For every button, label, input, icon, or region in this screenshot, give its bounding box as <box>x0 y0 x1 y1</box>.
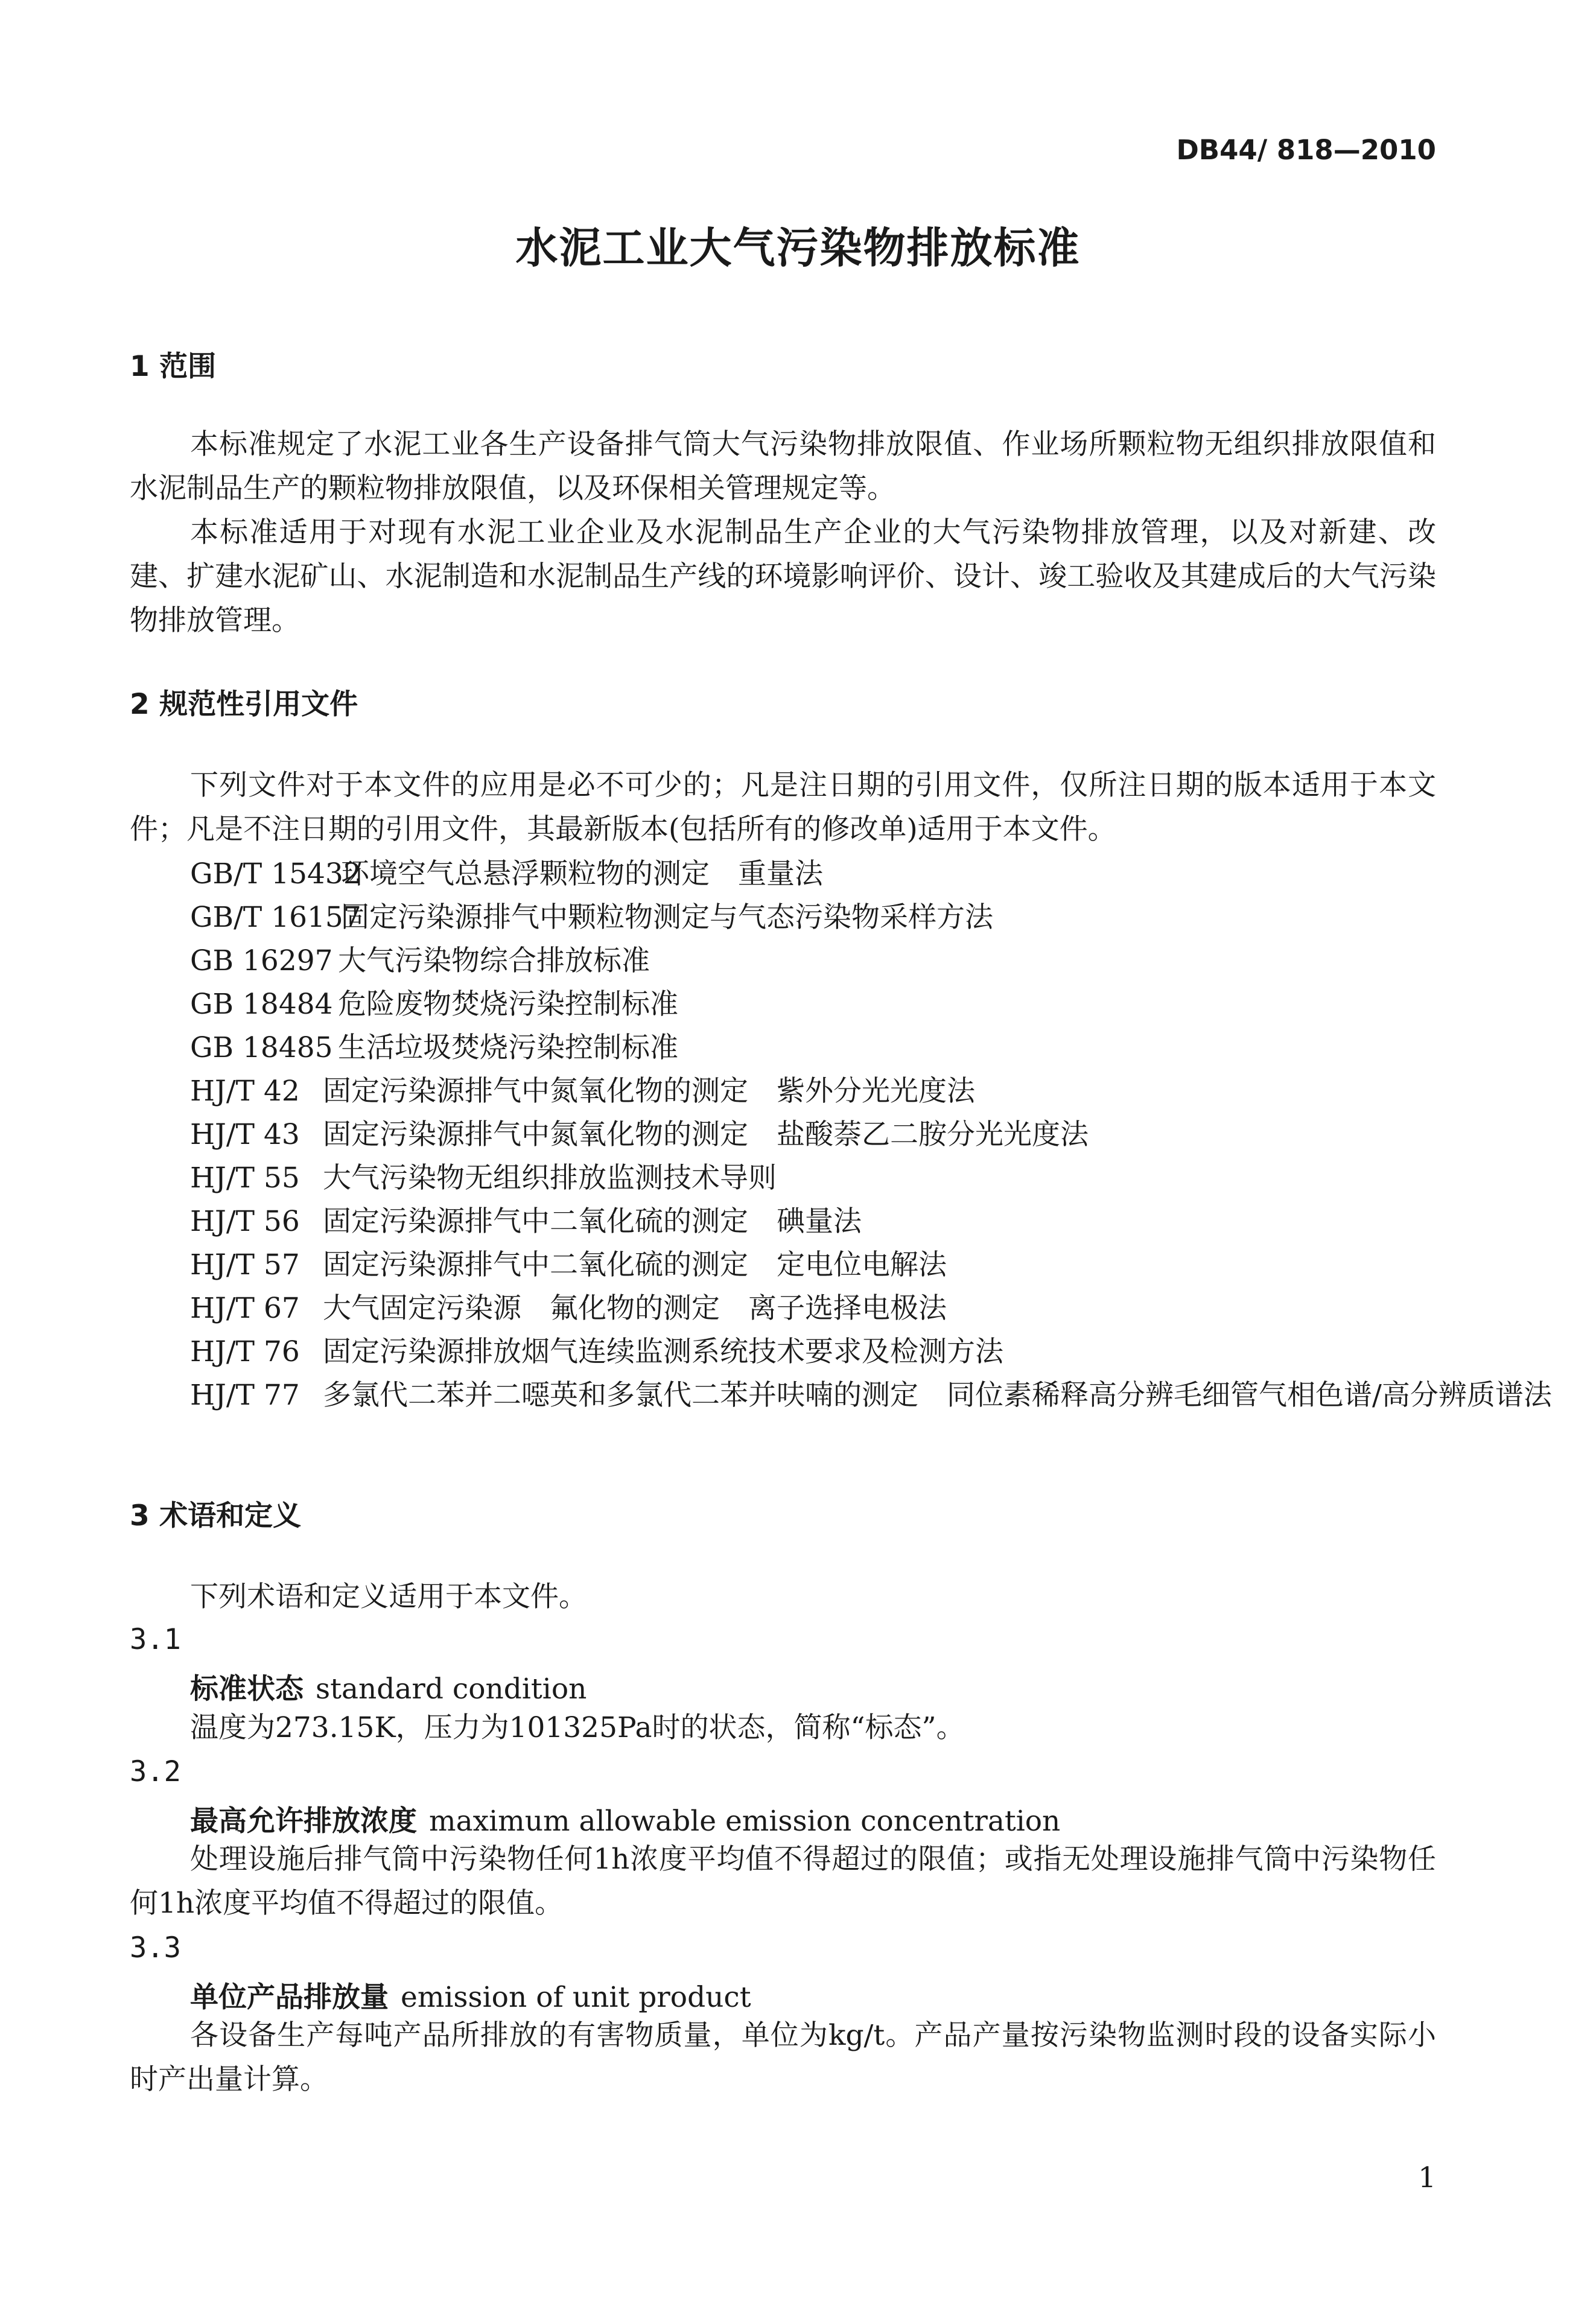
reference-code: HJ/T 67 <box>190 1292 300 1325</box>
clause-number: 3.1 <box>130 1623 181 1656</box>
term-chinese: 单位产品排放量 <box>190 1981 389 2014</box>
reference-code: HJ/T 42 <box>190 1075 300 1108</box>
reference-title: 生活垃圾焚烧污染控制标准 <box>338 1031 678 1064</box>
document-title: 水泥工业大气污染物排放标准 <box>515 223 1081 273</box>
reference-code: HJ/T 55 <box>190 1161 300 1195</box>
reference-title: 大气固定污染源 氟化物的测定 离子选择电极法 <box>323 1292 947 1325</box>
reference-title: 危险废物焚烧污染控制标准 <box>338 988 678 1021</box>
reference-title: 环境空气总悬浮颗粒物的测定 重量法 <box>341 857 823 891</box>
term-entry <box>190 1799 1060 1839</box>
term-entry <box>190 1666 587 1707</box>
reference-title: 固定污染源排放烟气连续监测系统技术要求及检测方法 <box>323 1335 1003 1368</box>
standard-code: DB44/ 818—2010 <box>1176 134 1436 166</box>
page-number: 1 <box>1418 2161 1436 2194</box>
section-heading-scope: 1 范围 <box>130 350 217 383</box>
reference-title: 固定污染源排气中氮氧化物的测定 紫外分光光度法 <box>323 1075 975 1108</box>
section-heading-references: 2 规范性引用文件 <box>130 688 358 721</box>
reference-code: HJ/T 43 <box>190 1118 300 1151</box>
term-entry <box>190 1975 751 2015</box>
reference-code: GB 18485 <box>190 1031 333 1064</box>
reference-code: GB/T 16157 <box>190 901 361 934</box>
reference-code: HJ/T 77 <box>190 1379 300 1412</box>
clause-number: 3.3 <box>130 1931 181 1965</box>
scope-paragraph: 本标准规定了水泥工业各生产设备排气筒大气污染物排放限值、作业场所颗粒物无组织排放限值和水泥制品生产的颗粒物排放限值，以及环保相关管理规定等。 <box>130 428 1436 505</box>
reference-title: 固定污染源排气中氮氧化物的测定 盐酸萘乙二胺分光光度法 <box>323 1118 1089 1151</box>
reference-code: HJ/T 76 <box>190 1335 300 1368</box>
terms-intro: 下列术语和定义适用于本文件。 <box>190 1580 587 1613</box>
section-heading-terms: 3 术语和定义 <box>130 1499 302 1533</box>
term-english: emission of unit product <box>401 1981 751 2014</box>
term-english: standard condition <box>316 1672 587 1706</box>
scope-paragraph: 本标准适用于对现有水泥工业企业及水泥制品生产企业的大气污染物排放管理，以及对新建、改建、扩建水泥矿山、水泥制造和水泥制品生产线的环境影响评价、设计、竣工验收及其建成后的大气污染物排放管理。 <box>130 516 1436 637</box>
term-definition: 温度为273.15K，压力为101325Pa时的状态，简称“标态”。 <box>190 1711 965 1744</box>
reference-code: GB/T 15432 <box>190 857 361 891</box>
term-chinese: 标准状态 <box>190 1672 304 1706</box>
reference-code: HJ/T 56 <box>190 1205 300 1238</box>
reference-title: 固定污染源排气中二氧化硫的测定 碘量法 <box>323 1205 862 1238</box>
reference-code: GB 16297 <box>190 944 333 977</box>
reference-title: 多氯代二苯并二噁英和多氯代二苯并呋喃的测定 同位素稀释高分辨毛细管气相色谱/高分辨质谱法 <box>323 1379 1552 1412</box>
reference-title: 大气污染物无组织排放监测技术导则 <box>323 1161 777 1195</box>
reference-title: 固定污染源排气中二氧化硫的测定 定电位电解法 <box>323 1248 947 1282</box>
term-chinese: 最高允许排放浓度 <box>190 1805 417 1838</box>
reference-title: 大气污染物综合排放标准 <box>338 944 650 977</box>
term-definition: 各设备生产每吨产品所排放的有害物质量，单位为kg/t。产品产量按污染物监测时段的设备实际小时产出量计算。 <box>130 2019 1436 2096</box>
term-definition: 处理设施后排气筒中污染物任何1h浓度平均值不得超过的限值；或指无处理设施排气筒中污染物任何1h浓度平均值不得超过的限值。 <box>130 1843 1436 1920</box>
reference-code: HJ/T 57 <box>190 1248 300 1282</box>
term-english: maximum allowable emission concentration <box>429 1805 1061 1838</box>
reference-code: GB 18484 <box>190 988 333 1021</box>
reference-title: 固定污染源排气中颗粒物测定与气态污染物采样方法 <box>341 901 993 934</box>
clause-number: 3.2 <box>130 1755 181 1788</box>
references-intro: 下列文件对于本文件的应用是必不可少的；凡是注日期的引用文件，仅所注日期的版本适用于本文件；凡是不注日期的引用文件，其最新版本(包括所有的修改单)适用于本文件。 <box>130 769 1436 846</box>
